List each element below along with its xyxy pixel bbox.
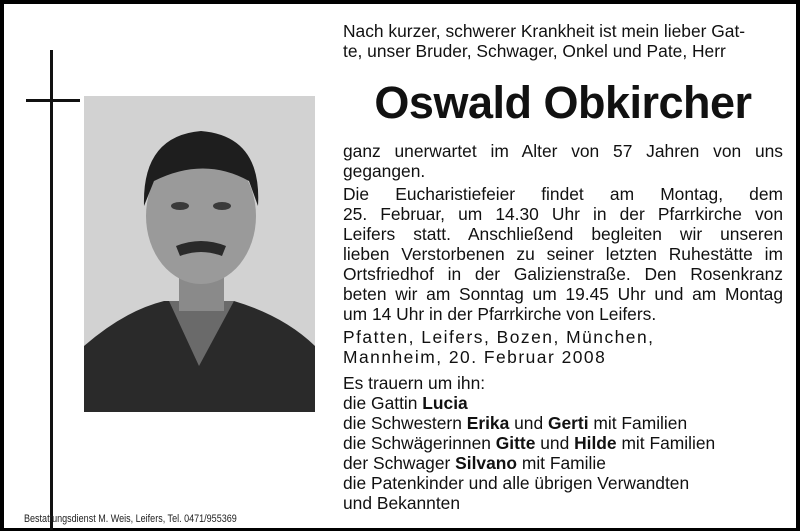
text-line: um 14 Uhr in der Pfarrkirche von Leifers.: [343, 304, 657, 324]
text-line: gegangen.: [343, 161, 426, 181]
mourner-name: Lucia: [422, 393, 468, 413]
text-line: Nach kurzer, schwerer Krankheit ist mein lieber Gat-: [343, 21, 746, 41]
cross-icon-bar: [26, 99, 80, 102]
text-line: Ortsfriedhof in der Galizienstraße. Den Rosenkranz: [343, 264, 783, 284]
relation: die Schwägerinnen: [343, 433, 496, 453]
mourner-name: Hilde: [574, 433, 617, 453]
suffix: mit Familie: [517, 453, 606, 473]
conjunction: und: [535, 433, 575, 453]
mourner-name: Erika: [466, 413, 510, 433]
text-line: lieben Verstorbenen zu seiner letzten Ruhestätte im: [343, 244, 783, 264]
text-line: Pfatten, Leifers, Bozen, München,: [343, 327, 655, 347]
mourners-heading: Es trauern um ihn:: [343, 373, 486, 393]
text-line: Leifers statt. Anschließend begleiten wir unseren: [343, 224, 783, 244]
service-text: [343, 184, 783, 324]
mourners-list: [343, 373, 783, 513]
suffix: mit Familien: [588, 413, 688, 433]
text-line: Mannheim, 20. Februar 2008: [343, 347, 607, 367]
mourner-line: die Patenkinder und alle übrigen Verwandten: [343, 473, 690, 493]
relation: die Schwestern: [343, 413, 467, 433]
portrait-photo: [84, 96, 315, 412]
text-line: beten wir am Sonntag um 19.45 Uhr und am Montag: [343, 284, 783, 304]
cross-icon: [50, 50, 53, 530]
mourner-line: [343, 433, 783, 453]
mourner-line: [343, 453, 783, 473]
mourner-name: Gerti: [547, 413, 589, 433]
text-line: ganz unerwartet im Alter von 57 Jahren von uns: [343, 141, 783, 161]
text-line: Die Eucharistiefeier findet am Montag, dem: [343, 184, 783, 204]
mourner-line: und Bekannten: [343, 493, 461, 513]
relation: der Schwager: [343, 453, 456, 473]
deceased-name: Oswald Obkircher: [374, 77, 752, 128]
suffix: mit Familien: [616, 433, 716, 453]
obituary-notice: [4, 4, 796, 528]
mourner-line: [343, 393, 783, 413]
mourner-name: Silvano: [455, 453, 517, 473]
relation: die Gattin: [343, 393, 423, 413]
conjunction: und: [509, 413, 548, 433]
text-line: te, unser Bruder, Schwager, Onkel und Pate, Herr: [343, 41, 726, 61]
funeral-service-footer: Bestattungsdienst M. Weis, Leifers, Tel. 0471/955369: [24, 513, 237, 525]
mourner-line: [343, 413, 783, 433]
intro-text: [343, 21, 783, 61]
text-line: 25. Februar, um 14.30 Uhr in der Pfarrkirche von: [343, 204, 783, 224]
mourner-name: Gitte: [495, 433, 536, 453]
age-text: [343, 141, 783, 181]
places-date: [343, 327, 783, 367]
